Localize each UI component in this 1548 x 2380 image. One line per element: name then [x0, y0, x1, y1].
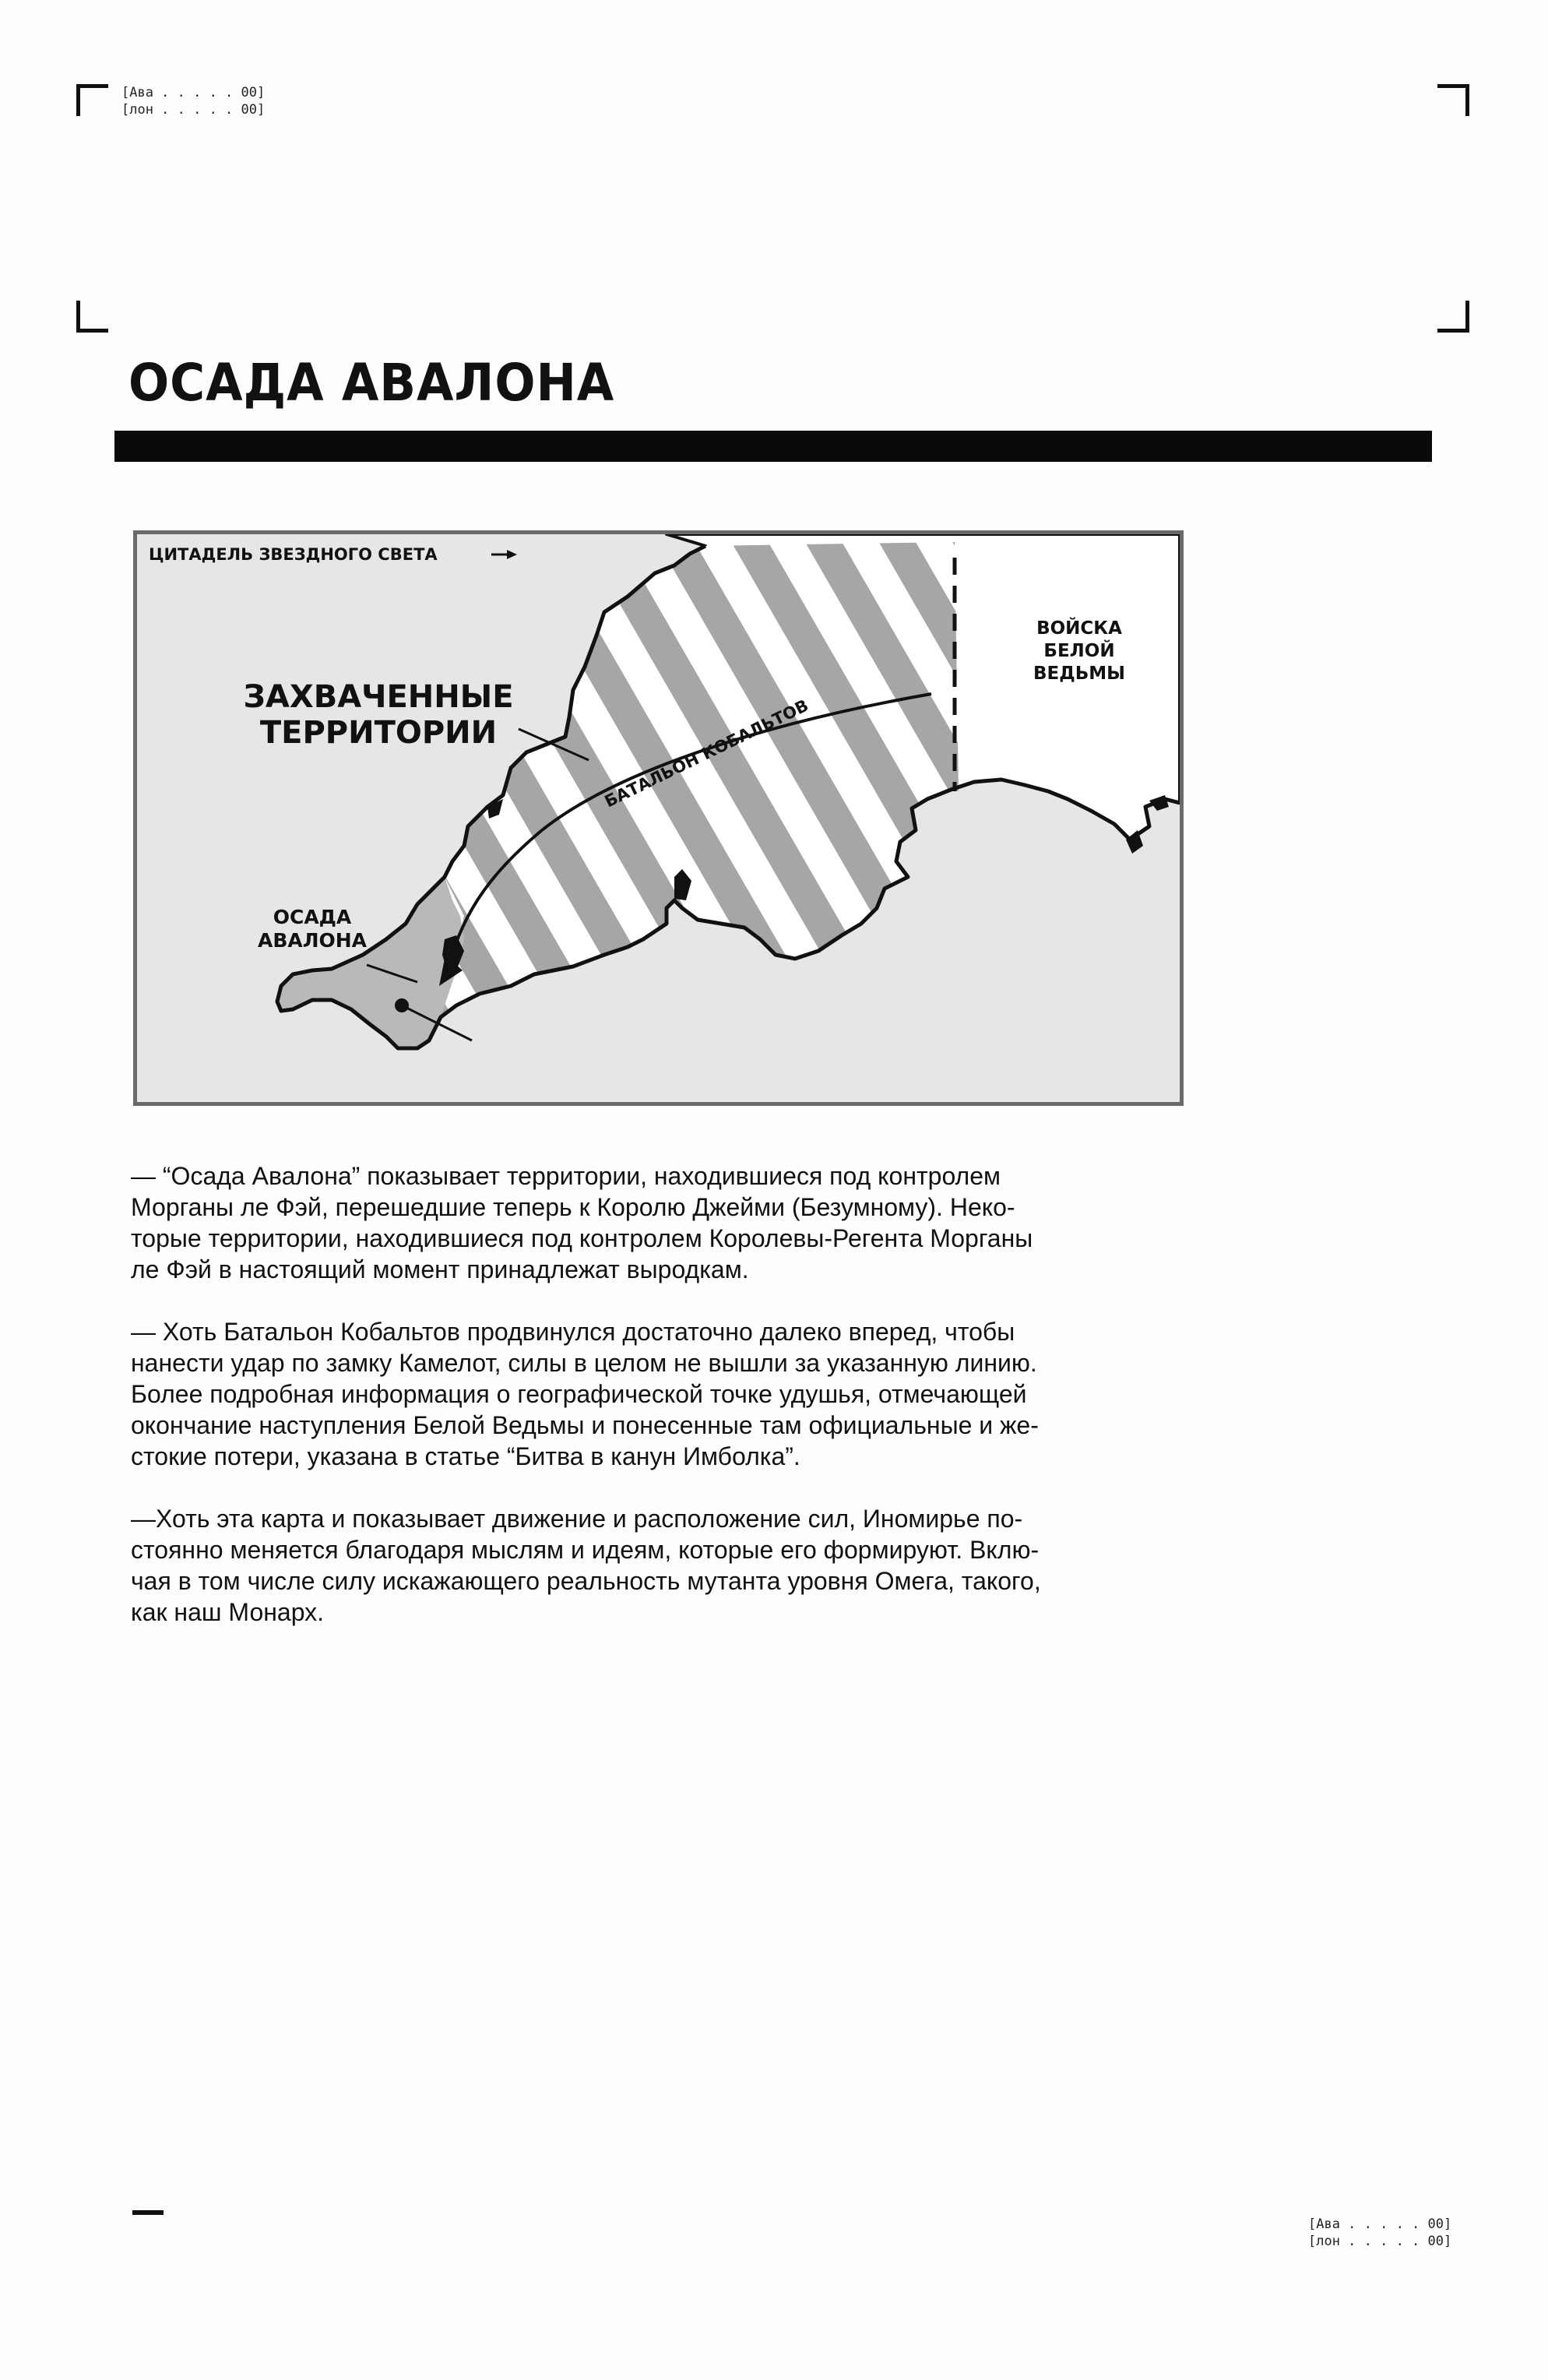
text-line: ле Фэй в настоящий момент принадлежат выродкам. — [131, 1255, 749, 1283]
text-line: стоянно меняется благодаря мыслям и идеям, которые его формируют. Вклю- — [131, 1536, 1040, 1564]
paragraph — [131, 1503, 1237, 1628]
army-label-line3: ВЕДЬМЫ — [1033, 664, 1125, 684]
corner-mark-bottom-left — [76, 301, 108, 333]
captured-label-line1: ЗАХВАЧЕННЫЕ — [243, 679, 514, 715]
siege-label-line1: ОСАДА — [273, 906, 352, 928]
paragraph — [131, 1160, 1237, 1285]
page-title: ОСАДА АВАЛОНА — [128, 353, 615, 413]
text-line: — “Осада Авалона” показывает территории, находившиеся под контролем — [131, 1162, 1001, 1190]
map-canvas — [137, 534, 1180, 1102]
text-line: стокие потери, указана в статье “Битва в канун Имболка”. — [131, 1442, 800, 1470]
coordinates-line: [лон . . . . . 00] — [1308, 2234, 1452, 2249]
coordinates-line: [Ава . . . . . 00] — [1308, 2216, 1452, 2232]
text-line: Более подробная информация о географической точке удушья, отмечающей — [131, 1380, 1027, 1408]
citadel-label: ЦИТАДЕЛЬ ЗВЕЗДНОГО СВЕТА — [149, 545, 438, 564]
text-line: — Хоть Батальон Кобальтов продвинулся достаточно далеко вперед, чтобы — [131, 1318, 1015, 1346]
army-label-line1: ВОЙСКА — [1036, 618, 1122, 639]
corner-mark-bottom-right — [1437, 301, 1469, 333]
coordinates-bottom — [1308, 2216, 1451, 2250]
page-number-dash — [132, 2210, 164, 2215]
siege-map — [133, 530, 1184, 1106]
text-line: нанести удар по замку Камелот, силы в целом не вышли за указанную линию. — [131, 1349, 1037, 1377]
corner-mark-top-right — [1437, 84, 1469, 116]
text-line: торые территории, находившиеся под контролем Королевы-Регента Морганы — [131, 1224, 1033, 1252]
article-body — [131, 1160, 1237, 1659]
coordinates-line: [Ава . . . . . 00] — [121, 85, 266, 100]
captured-label-line2: ТЕРРИТОРИИ — [259, 715, 498, 751]
battalion-label: БАТАЛЬОН КОБАЛЬТОВ — [601, 695, 811, 812]
army-label-line2: БЕЛОЙ — [1043, 641, 1115, 661]
coordinates-top — [121, 84, 265, 118]
text-line: Морганы ле Фэй, перешедшие теперь к Королю Джейми (Безумному). Неко- — [131, 1193, 1015, 1221]
title-rule — [114, 431, 1432, 462]
text-line: чая в том числе силу искажающего реальность мутанта уровня Омега, такого, — [131, 1567, 1041, 1595]
avalon-point-icon — [395, 998, 409, 1012]
text-line: как наш Монарх. — [131, 1598, 325, 1626]
siege-label-line2: АВАЛОНА — [257, 929, 368, 952]
paragraph — [131, 1316, 1237, 1472]
corner-mark-top-left — [76, 84, 108, 116]
coordinates-line: [лон . . . . . 00] — [121, 102, 266, 118]
text-line: —Хоть эта карта и показывает движение и расположение сил, Иномирье по- — [131, 1505, 1023, 1533]
text-line: окончание наступления Белой Ведьмы и понесенные там официальные и же- — [131, 1411, 1039, 1439]
